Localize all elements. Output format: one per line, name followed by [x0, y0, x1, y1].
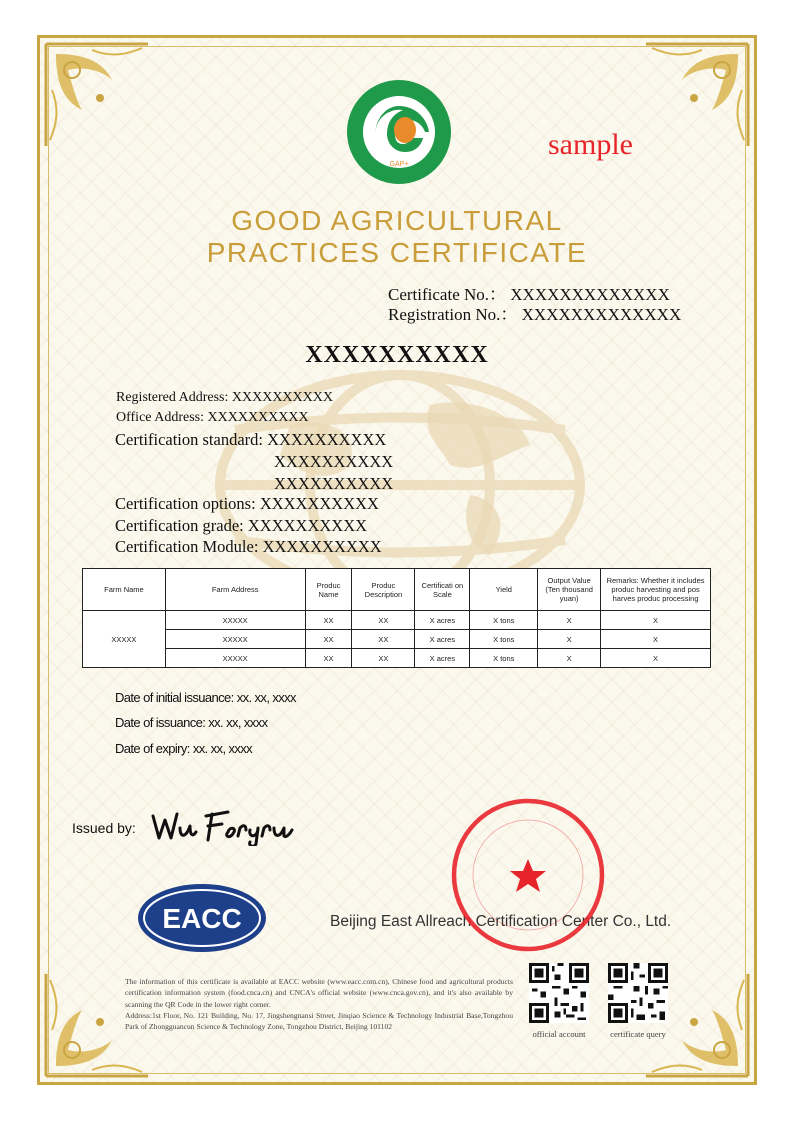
certificate-info	[125, 976, 513, 1032]
table-header-row	[83, 569, 711, 611]
certificate-number	[388, 285, 670, 305]
table-cell: X	[538, 649, 601, 668]
column-header: Output Value (Ten thousand yuan)	[538, 569, 601, 611]
table-cell: X	[538, 630, 601, 649]
registered-address-value: XXXXXXXXXX	[231, 390, 333, 405]
table-row	[83, 630, 711, 649]
farm-table	[82, 568, 711, 668]
qr-code-icon[interactable]	[529, 963, 589, 1023]
issuer-name: Beijing East Allreach Certification Center Co., Ltd.	[330, 913, 672, 930]
qr-label-official-account: official account	[532, 1029, 586, 1039]
table-row	[83, 611, 711, 630]
certificate-title-line1: GOOD AGRICULTURAL	[231, 205, 563, 236]
date-issuance: Date of issuance: xx. xx, xxxx	[115, 715, 268, 730]
table-cell: XX	[305, 630, 352, 649]
certification-options-label: Certification options:	[115, 494, 256, 513]
certificate-number-label: Certificate No.：	[388, 285, 507, 304]
column-header: Farm Name	[83, 569, 166, 611]
table-cell: XXXXX	[165, 649, 305, 668]
date-initial-issuance: Date of initial issuance: xx. xx, xxxx	[115, 690, 296, 705]
table-cell: X acres	[415, 649, 470, 668]
column-header: Produc Description	[352, 569, 415, 611]
gap-logo-icon	[345, 78, 453, 186]
office-address	[116, 410, 309, 426]
issued-by-label: Issued by:	[72, 820, 136, 836]
table-cell: X tons	[470, 611, 538, 630]
column-header: Produc Name	[305, 569, 352, 611]
registered-address-label: Registered Address:	[116, 390, 229, 405]
signature	[150, 806, 295, 846]
farm-name-cell: XXXXX	[83, 611, 166, 668]
table-cell: X tons	[470, 649, 538, 668]
column-header: Certificati on Scale	[415, 569, 470, 611]
table-cell: X	[601, 649, 711, 668]
official-seal-icon	[448, 795, 608, 955]
certification-standard-label: Certification standard:	[115, 430, 263, 449]
certification-grade	[115, 516, 367, 536]
corner-ornament-icon	[42, 40, 152, 150]
certification-standard	[115, 430, 386, 450]
registration-number	[388, 305, 681, 325]
column-header: Farm Address	[165, 569, 305, 611]
address-text: Address:1st Floor, No. 121 Building, No. 17, Jingshengnansi Street, Jinqiao Science & Technology Industrial Base,Tongzhou Park of Zhongguancun Science & Technology Zone, Tongzhou District, Beijing 101102	[125, 1010, 513, 1032]
sample-watermark: sample	[548, 128, 633, 161]
column-header: Remarks: Whether it includes produc harvesting and pos harves produc processing	[601, 569, 711, 611]
certification-module-label: Certification Module:	[115, 537, 259, 556]
certification-grade-label: Certification grade:	[115, 516, 244, 535]
table-cell: XX	[352, 649, 415, 668]
certification-grade-value: XXXXXXXXXX	[247, 516, 368, 535]
table-cell: XXXXX	[165, 630, 305, 649]
certification-standard-value: XXXXXXXXXX	[274, 452, 394, 471]
qr-code-icon[interactable]	[608, 963, 668, 1023]
eacc-logo-text: EACC	[162, 903, 242, 934]
certificate-number-value: XXXXXXXXXXXXX	[510, 285, 670, 304]
certificate-title-line2: PRACTICES CERTIFICATE	[206, 237, 588, 268]
logo-badge: GAP+	[389, 161, 409, 168]
certification-module-value: XXXXXXXXXX	[262, 537, 382, 556]
company-name: XXXXXXXXXX	[305, 342, 489, 368]
table-cell: X	[601, 611, 711, 630]
office-address-label: Office Address:	[116, 410, 204, 425]
certification-options	[115, 494, 379, 514]
certification-options-value: XXXXXXXXXX	[259, 494, 379, 513]
date-expiry: Date of expiry: xx. xx, xxxx	[115, 741, 253, 756]
table-cell: XX	[352, 630, 415, 649]
table-cell: X	[601, 630, 711, 649]
registered-address	[116, 390, 333, 406]
table-cell: X	[538, 611, 601, 630]
table-row	[83, 649, 711, 668]
certification-standard-value: XXXXXXXXXX	[267, 430, 387, 449]
certification-standard-value: XXXXXXXXXX	[274, 474, 394, 493]
table-cell: XX	[305, 649, 352, 668]
table-cell: XXXXX	[165, 611, 305, 630]
registration-number-value: XXXXXXXXXXXXX	[521, 305, 682, 324]
registration-number-label: Registration No.：	[388, 305, 518, 324]
corner-ornament-icon	[642, 40, 752, 150]
table-cell: XX	[352, 611, 415, 630]
table-cell: X acres	[415, 611, 470, 630]
table-cell: XX	[305, 611, 352, 630]
certification-module	[115, 537, 382, 557]
office-address-value: XXXXXXXXXX	[207, 410, 309, 425]
qr-label-certificate-query: certificate query	[610, 1029, 666, 1039]
table-cell: X tons	[470, 630, 538, 649]
eacc-logo-icon	[136, 882, 268, 954]
info-text: The information of this certificate is available at EACC website (www.eacc.com.cn), Chinese food and agricultural products certification information system (food.cnca.cn) and CNCA's official website (www.cnca.gov.cn), and it's also available by scanning the QR Code in the lower right corner.	[125, 977, 513, 1009]
table-cell: X acres	[415, 630, 470, 649]
column-header: Yield	[470, 569, 538, 611]
